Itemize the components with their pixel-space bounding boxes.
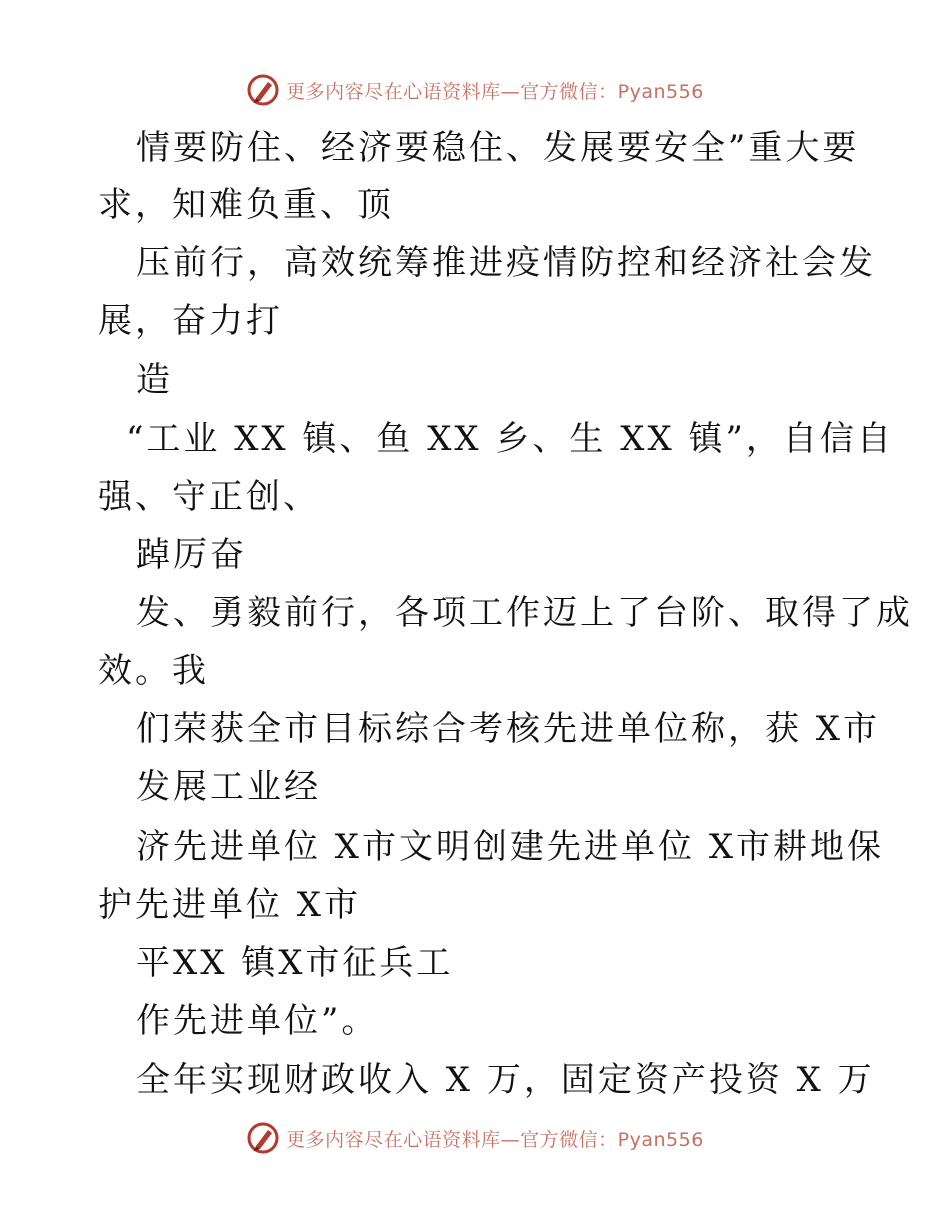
text-line: 作先进单位”。: [136, 1001, 379, 1041]
text-line: 展，奋力打: [98, 301, 283, 341]
text-line: “工业 XX 镇、鱼 XX 乡、生 XX 镇”，自信自: [126, 419, 894, 459]
text-line: 求，知难负重、顶: [98, 185, 394, 225]
header-banner: [0, 70, 950, 110]
text-line: 效。我: [98, 651, 209, 691]
header-banner-text: 更多内容尽在心语资料库—官方微信：Pyan556: [286, 80, 704, 103]
text-line: 踔厉奋: [136, 535, 247, 575]
pen-logo-icon: [246, 73, 280, 107]
text-line: 平XX 镇X市征兵工: [136, 943, 454, 983]
text-line: 情要防住、经济要稳住、发展要安全”重大要: [136, 128, 860, 168]
text-line: 全年实现财政收入 X 万，固定资产投资 X 万: [136, 1060, 875, 1100]
text-line: 发展工业经: [136, 767, 321, 807]
text-line: 们荣获全市目标综合考核先进单位称，获 X市: [136, 709, 881, 749]
pen-logo-icon: [246, 1121, 280, 1155]
text-line: 济先进单位 X市文明创建先进单位 X市耕地保: [136, 827, 885, 867]
text-line: 护先进单位 X市: [98, 885, 362, 925]
text-line: 造: [136, 360, 173, 400]
text-line: 强、守正创、: [98, 477, 320, 517]
footer-banner: [0, 1118, 950, 1158]
text-line: 压前行，高效统筹推进疫情防控和经济社会发: [136, 243, 876, 283]
footer-banner-text: 更多内容尽在心语资料库—官方微信：Pyan556: [286, 1128, 704, 1151]
text-line: 发、勇毅前行，各项工作迈上了台阶、取得了成: [136, 593, 913, 633]
